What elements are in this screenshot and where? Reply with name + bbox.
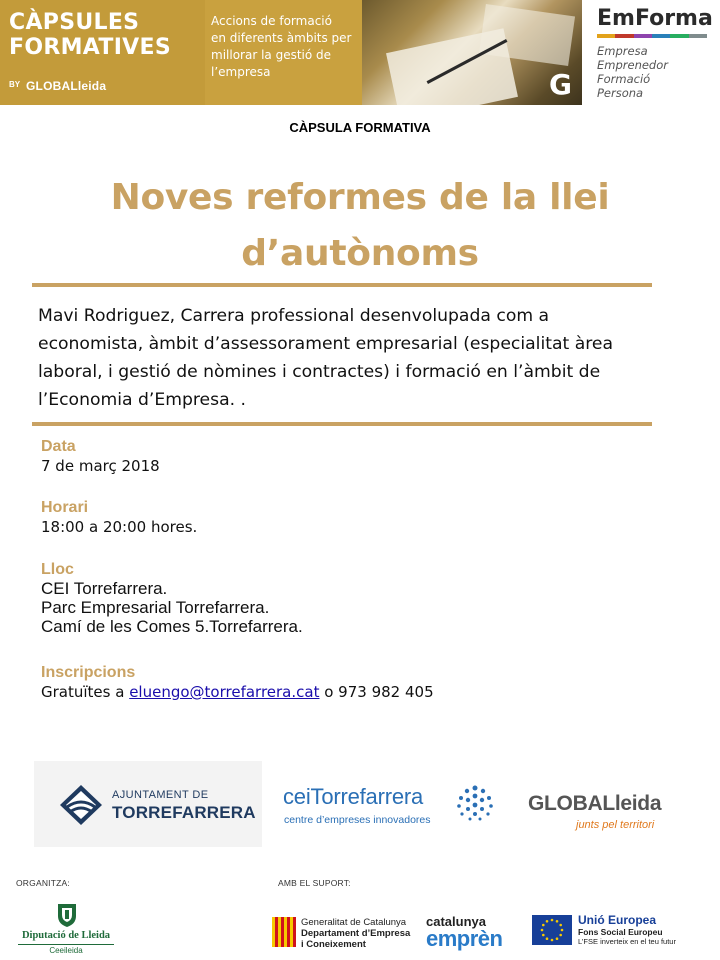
brand-by: BY xyxy=(9,80,21,89)
senyera-icon xyxy=(272,917,296,947)
inscripcions-label: Inscripcions xyxy=(41,664,136,681)
tagline-line: en diferents àmbits per xyxy=(211,31,352,45)
emforma-word: Formació xyxy=(597,72,651,86)
brand-global: GLOBALleida xyxy=(26,79,107,93)
ajuntament-emblem-icon xyxy=(58,783,104,827)
tagline-line: Accions de formació xyxy=(211,14,332,28)
catalunya-top: catalunya xyxy=(426,914,486,929)
ajuntament-bottom: TORREFARRERA xyxy=(112,803,256,822)
organitza-label: ORGANITZA: xyxy=(16,878,70,888)
cei-name: ceiTorrefarrera xyxy=(283,784,424,809)
lloc-line: CEI Torrefarrera. xyxy=(41,579,168,598)
inscripcions-phone: o 973 982 405 xyxy=(319,683,434,701)
bio-line: economista, àmbit d’assessorament empresarial (especialitat àrea xyxy=(38,334,614,354)
diputacio-sub: Ceeileida xyxy=(49,946,83,955)
detail-lloc xyxy=(41,560,303,636)
cei-sub: centre d’empreses innovadores xyxy=(284,814,431,826)
detail-horari xyxy=(41,498,197,537)
header-tagline xyxy=(211,13,361,81)
global-name: GLOBALleida xyxy=(528,792,662,815)
emforma-logo xyxy=(590,0,720,105)
horari-label: Horari xyxy=(41,499,89,516)
lloc-line: Parc Empresarial Torrefarrera. xyxy=(41,598,270,617)
emforma-title: EmForma xyxy=(597,6,713,31)
diputacio-lleida-logo xyxy=(14,900,124,955)
tagline-line: l’empresa xyxy=(211,65,271,79)
bio-line: Mavi Rodriguez, Carrera professional desenvolupada com a xyxy=(38,306,550,326)
generalitat-line: Departament d’Empresa xyxy=(301,928,411,939)
eu-line3: L’FSE inverteix en el teu futur xyxy=(578,937,676,946)
globalleida-g-logo: G xyxy=(549,68,572,101)
diputacio-shield-icon xyxy=(56,902,78,928)
emforma-color-bars xyxy=(597,34,707,38)
inscripcions-value xyxy=(41,682,434,702)
ajuntament-torrefarrera-logo xyxy=(34,761,262,847)
lloc-line: Camí de les Comes 5.Torrefarrera. xyxy=(41,617,303,636)
unio-europea-logo xyxy=(532,913,712,953)
detail-inscripcions xyxy=(41,663,434,702)
global-sub: junts pel territori xyxy=(576,819,655,831)
ajuntament-top: AJUNTAMENT DE xyxy=(112,789,209,801)
catalunya-empren-logo xyxy=(426,914,526,954)
lloc-label: Lloc xyxy=(41,561,74,578)
diputacio-name: Diputació de Lleida xyxy=(21,930,111,941)
title-line: Noves reformes de la llei xyxy=(110,177,610,218)
emforma-word: Empresa xyxy=(597,44,648,58)
brand-title-line2: FORMATIVES xyxy=(9,35,171,60)
data-value: 7 de març 2018 xyxy=(41,457,160,475)
catalunya-bottom: emprèn xyxy=(426,926,503,951)
email-link[interactable]: eluengo@torrefarrera.cat xyxy=(129,683,320,701)
capsules-brand xyxy=(0,0,205,105)
horari-value: 18:00 a 20:00 hores. xyxy=(41,518,198,536)
inscripcions-prefix: Gratuïtes a xyxy=(41,683,130,701)
title-line: d’autònoms xyxy=(241,233,479,274)
page-title xyxy=(40,170,680,282)
bio-line: l’Economia d’Empresa. . xyxy=(38,390,247,410)
detail-data xyxy=(41,437,160,476)
divider-bottom xyxy=(32,422,652,426)
cei-dots-icon xyxy=(453,782,497,826)
cei-torrefarrera-logo xyxy=(283,782,503,832)
emforma-word: Emprenedor xyxy=(597,58,668,72)
kicker: CÀPSULA FORMATIVA xyxy=(289,120,431,135)
generalitat-logo xyxy=(272,915,422,951)
divider-top xyxy=(32,283,652,287)
eu-line1: Unió Europea xyxy=(578,913,657,927)
eu-line2: Fons Social Europeu xyxy=(578,927,663,937)
data-label: Data xyxy=(41,438,76,455)
eu-flag-icon xyxy=(532,915,572,945)
generalitat-line: Generalitat de Catalunya xyxy=(301,917,407,928)
generalitat-line: i Coneixement xyxy=(301,939,366,950)
tagline-line: millorar la gestió de xyxy=(211,48,332,62)
suport-label: AMB EL SUPORT: xyxy=(278,878,351,888)
speaker-bio xyxy=(38,302,688,414)
emforma-word: Persona xyxy=(597,86,644,100)
brand-title-line1: CÀPSULES xyxy=(9,10,140,35)
globalleida-logo xyxy=(528,792,688,837)
bio-line: laboral, i gestió de nòmines i contractes) i formació en l’àmbit de xyxy=(38,362,601,382)
